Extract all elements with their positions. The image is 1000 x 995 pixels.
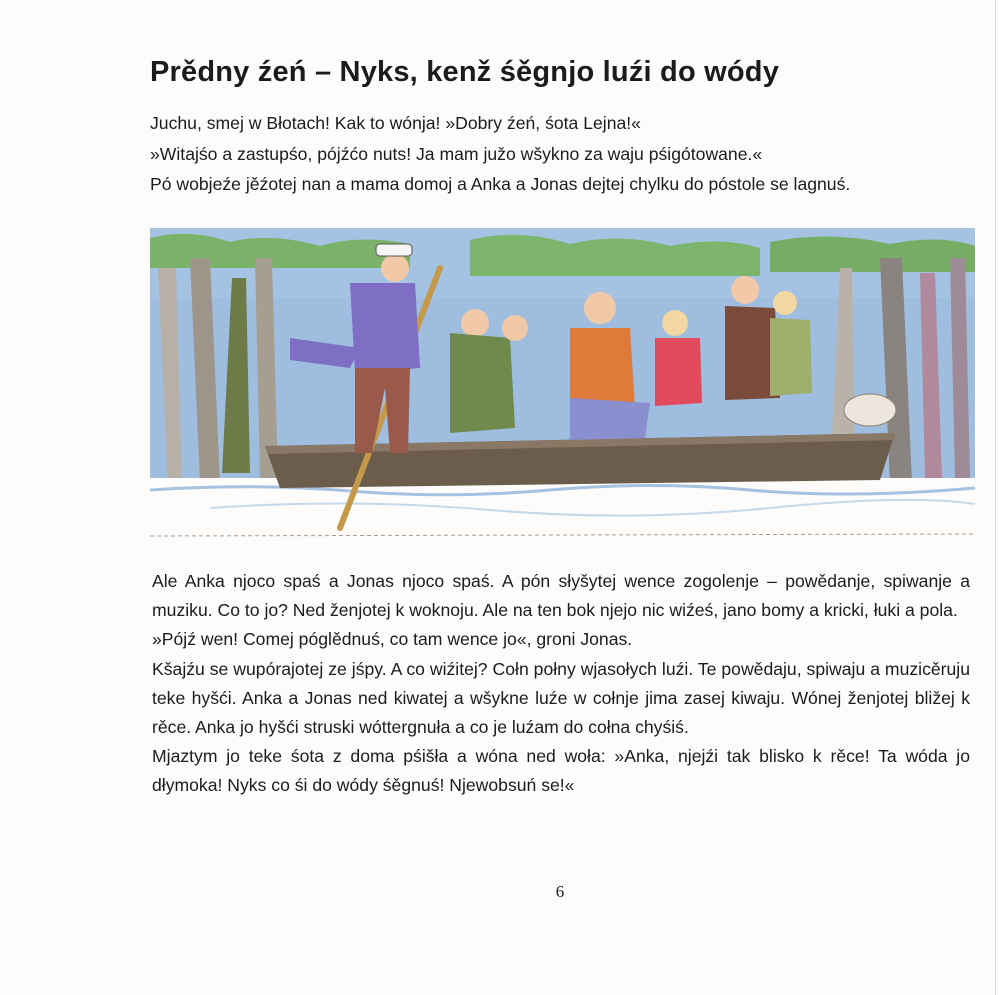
body-paragraph: Ale Anka njoco spaś a Jonas njoco spaś. A pón słyšytej wence zogolenje – powědanje, spiwanje a muziku. Co to jo? Ned ženjotej k woknoju. Ale na ten bok njejo nic wiźeś, jano bomy a kricki, łuki a pola.: [152, 571, 970, 621]
boat-illustration: [150, 228, 975, 548]
intro-text: [150, 108, 980, 200]
page-edge: [995, 0, 996, 995]
body-paragraph: Kšajźu se wupórajotej ze jśpy. A co wiźitej? Cołn połny wjasołych luźi. Te powědaju, spiwaju a muzicěruju teke hyšći. Anka a Jonas ned kiwatej a wšykne luźe w cołnje jima zasej kiwaju. Wónej ženjotej bližej k rěce. Anka jo hyšći struski wóttergnuła a co je luźam do cołna chyśiś.: [152, 658, 970, 738]
body-paragraph: Mjaztym jo teke śota z doma pśišła a wóna ned woła: »Anka, njejźi tak blisko k rěce! Ta wóda jo dłymoka! Nyks co śi do wódy śěgnuś! Njewobsuń se!«: [152, 746, 970, 796]
page-number: 6: [555, 882, 565, 901]
intro-paragraph: Juchu, smej w Błotach! Kak to wónja! »Dobry źeń, śota Lejna!«: [150, 113, 641, 133]
body-paragraph: »Pójź wen! Comej póglědnuś, co tam wence jo«, groni Jonas.: [152, 629, 633, 650]
intro-paragraph: Pó wobjeźe jěźotej nan a mama domoj a Anka a Jonas dejtej chylku do póstole se lagnuś.: [150, 174, 851, 194]
page-title: Prědny źeń – Nyks, kenž śěgnjo luźi do wódy: [150, 56, 780, 88]
body-text: [152, 567, 970, 801]
intro-paragraph: »Witajśo a zastupśo, pójźćo nuts! Ja mam južo wšykno za waju pśigótowane.«: [150, 143, 763, 164]
